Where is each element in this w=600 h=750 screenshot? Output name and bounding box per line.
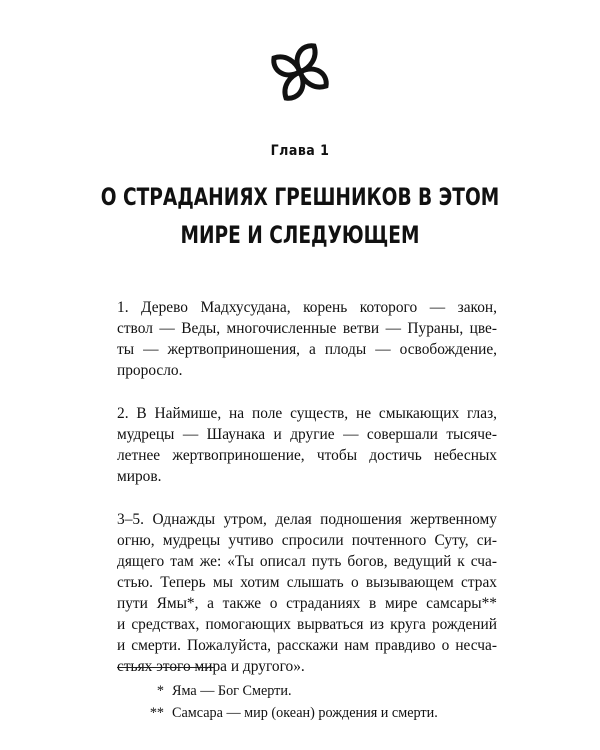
- text-line: ствол — Веды, многочисленные ветви — Пураны, цве-: [117, 320, 497, 337]
- footnote-mark: *: [156, 683, 164, 699]
- chapter-title-line: МИРЕ И СЛЕДУЮЩЕМ: [180, 221, 420, 249]
- text-line: пути Ямы*, а также о страданиях в мире самсары**: [117, 595, 497, 612]
- text-line: миров.: [117, 468, 162, 485]
- chapter-title-line: О СТРАДАНИЯХ ГРЕШНИКОВ В ЭТОМ: [100, 183, 500, 211]
- text-line: мудрецы — Шаунака и другие — совершали тысяче-: [117, 426, 497, 443]
- text-line: 1. Дерево Мадхусудана, корень которого — закон,: [117, 299, 497, 316]
- paragraph-3: [117, 509, 497, 677]
- paragraph-1: [117, 297, 497, 381]
- text-line: и смерти. Пожалуйста, расскажи нам правдиво о несча-: [117, 637, 497, 654]
- footnote: [140, 702, 438, 724]
- text-line: и средствах, помогающих вырваться из круга рождений: [117, 616, 497, 633]
- text-line: проросло.: [117, 362, 183, 379]
- chapter-label: Глава 1: [270, 143, 330, 159]
- footnote-mark: **: [149, 705, 164, 721]
- text-line: стьях этого мира и другого».: [117, 658, 305, 675]
- chapter-title: [42, 178, 558, 254]
- text-line: 3–5. Однажды утром, делая подношения жертвенному: [117, 511, 497, 528]
- text-line: огню, мудрецы учтиво спросили почтенного Суту, си-: [117, 532, 497, 549]
- footnote-text: Самсара — мир (океан) рождения и смерти.: [172, 705, 438, 721]
- footnote-text: Яма — Бог Смерти.: [172, 683, 292, 699]
- text-line: ты — жертвоприношения, а плоды — освобождение,: [117, 341, 497, 358]
- footnotes: [140, 680, 438, 724]
- paragraph-2: [117, 403, 497, 487]
- text-line: стью. Теперь мы хотим слышать о вызывающем страх: [117, 574, 497, 591]
- footnote: [140, 680, 438, 702]
- four-petal-ornament-icon: [262, 34, 338, 110]
- text-line: дящего там же: «Ты описал путь богов, ведущий к сча-: [117, 553, 497, 570]
- text-line: летнее жертвоприношение, чтобы достичь небесных: [117, 447, 497, 464]
- footnote-divider: [117, 667, 214, 668]
- text-line: 2. В Наймише, на поле существ, не смыкающих глаз,: [117, 405, 497, 422]
- body-text: [117, 297, 497, 699]
